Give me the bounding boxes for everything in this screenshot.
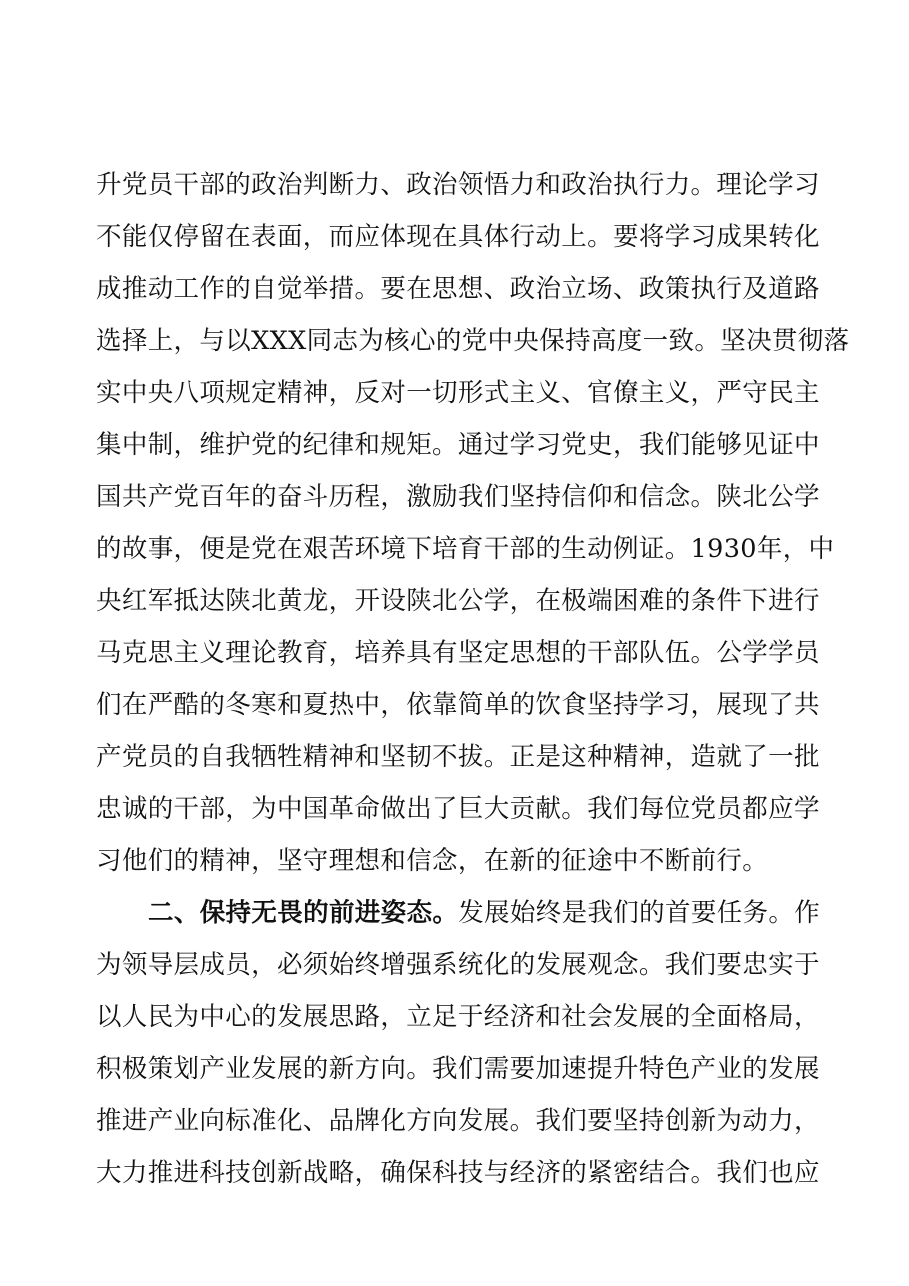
paragraph-line: 不能仅停留在表面，而应体现在具体行动上。要将学习成果转化 bbox=[96, 222, 820, 252]
paragraph-line: 大力推进科技创新战略，确保科技与经济的紧密结合。我们也应 bbox=[96, 1158, 820, 1188]
paragraph-line: 升党员干部的政治判断力、政治领悟力和政治执行力。理论学习 bbox=[96, 170, 820, 200]
paragraph-line: 以人民为中心的发展思路，立足于经济和社会发展的全面格局， bbox=[96, 1002, 820, 1032]
paragraph-line: 成推动工作的自觉举措。要在思想、政治立场、政策执行及道路 bbox=[96, 274, 820, 304]
paragraph-line: 的故事，便是党在艰苦环境下培育干部的生动例证。1930年，中 bbox=[96, 534, 835, 564]
paragraph-line: 为领导层成员，必须始终增强系统化的发展观念。我们要忠实于 bbox=[96, 950, 820, 980]
paragraph-line: 产党员的自我牺牲精神和坚韧不拔。正是这种精神，造就了一批 bbox=[96, 742, 820, 772]
paragraph-line: 实中央八项规定精神，反对一切形式主义、官僚主义，严守民主 bbox=[96, 378, 820, 408]
paragraph-line: 推进产业向标准化、品牌化方向发展。我们要坚持创新为动力， bbox=[96, 1106, 820, 1136]
paragraph-line: 央红军抵达陕北黄龙，开设陕北公学，在极端困难的条件下进行 bbox=[96, 586, 820, 616]
paragraph-line: 国共产党百年的奋斗历程，激励我们坚持信仰和信念。陕北公学 bbox=[96, 482, 820, 512]
paragraph-line: 集中制，维护党的纪律和规矩。通过学习党史，我们能够见证中 bbox=[96, 430, 820, 460]
paragraph-line: 们在严酷的冬寒和夏热中，依靠简单的饮食坚持学习，展现了共 bbox=[96, 690, 820, 720]
section-heading-line bbox=[148, 893, 826, 933]
section-heading-rest: 发展始终是我们的首要任务。作 bbox=[458, 898, 821, 928]
paragraph-line: 忠诚的干部，为中国革命做出了巨大贡献。我们每位党员都应学 bbox=[96, 794, 820, 824]
paragraph-line: 积极策划产业发展的新方向。我们需要加速提升特色产业的发展 bbox=[96, 1054, 820, 1084]
section-heading: 二、保持无畏的前进姿态。 bbox=[148, 898, 459, 928]
paragraph-line: 习他们的精神，坚守理想和信念，在新的征途中不断前行。 bbox=[96, 846, 769, 876]
paragraph-line: 马克思主义理论教育，培养具有坚定思想的干部队伍。公学学员 bbox=[96, 638, 820, 668]
paragraph-line: 选择上，与以XXX同志为核心的党中央保持高度一致。坚决贯彻落 bbox=[96, 326, 850, 356]
